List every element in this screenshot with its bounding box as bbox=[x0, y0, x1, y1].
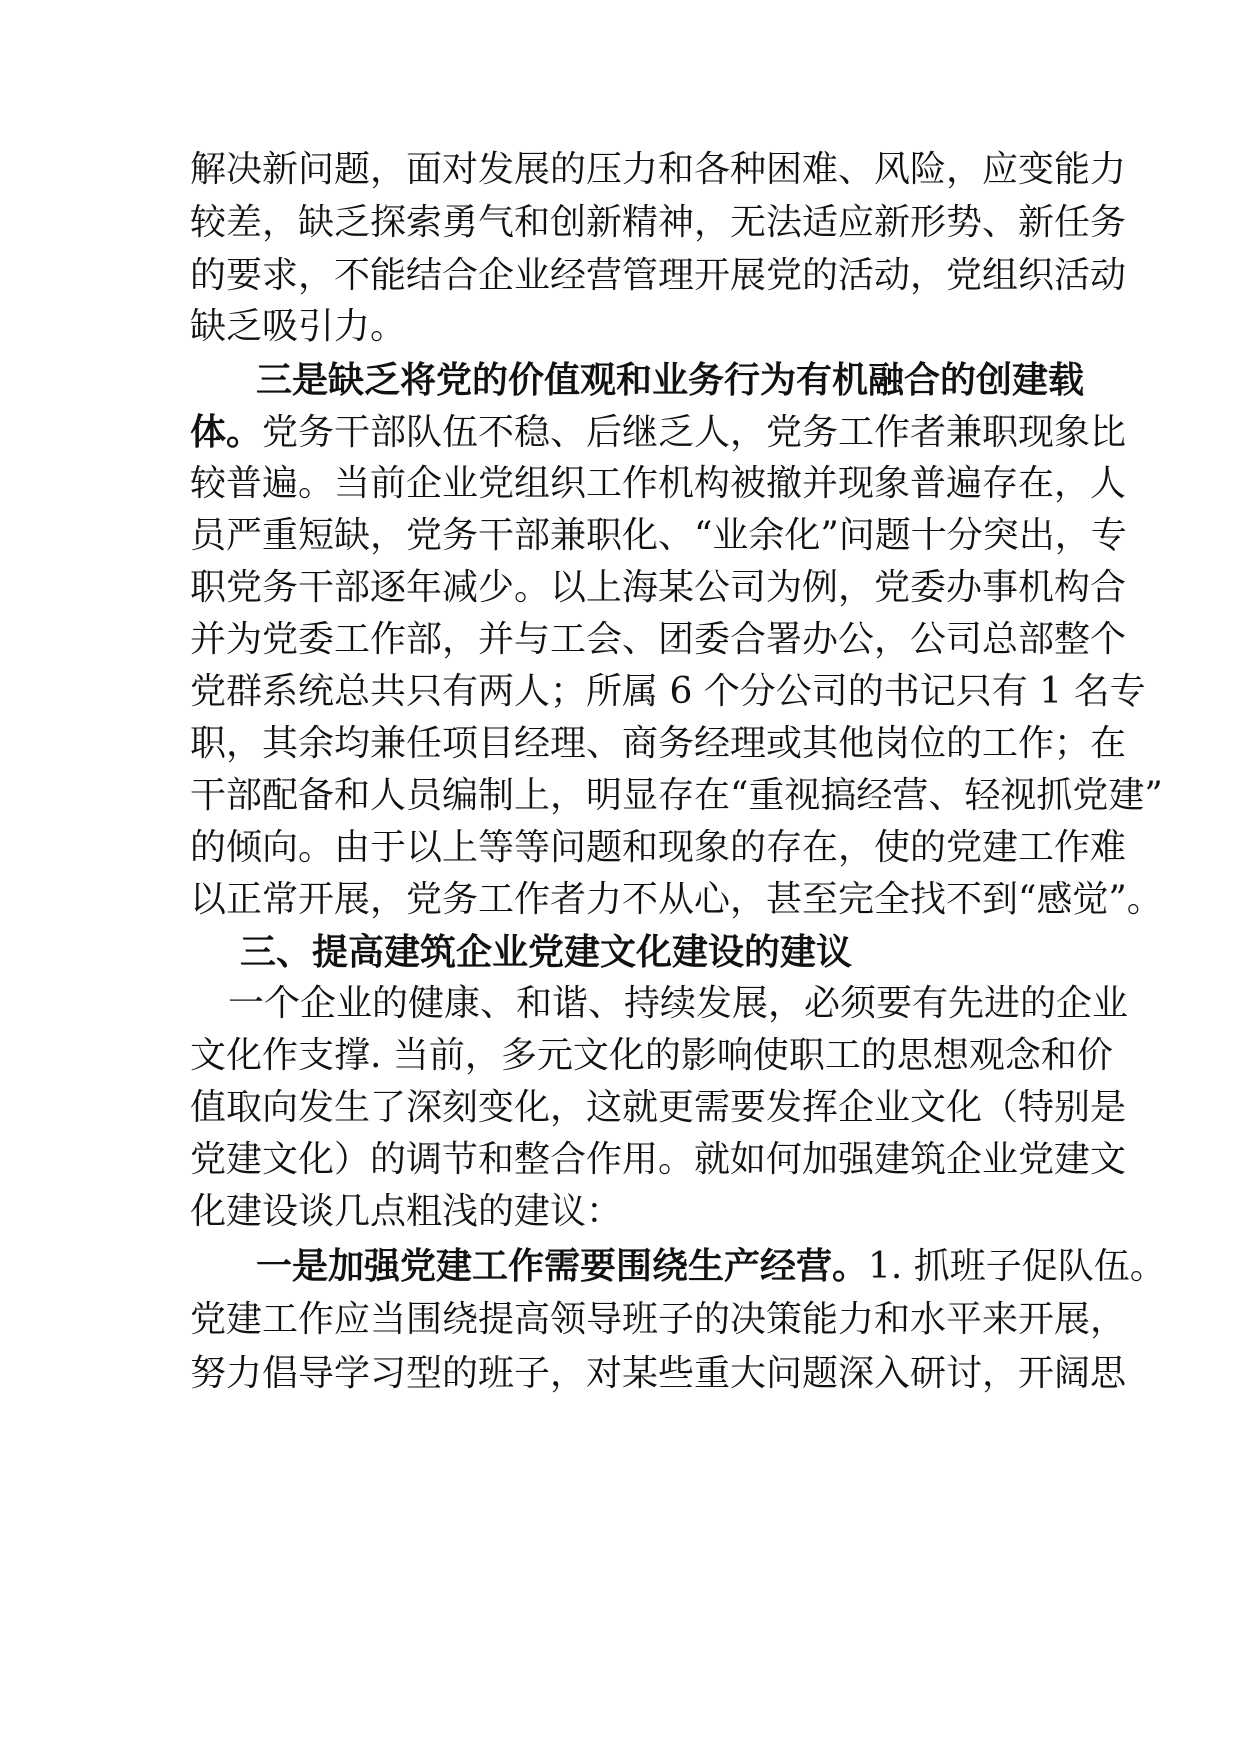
line-text: 党群系统总共只有两人；所属 6 个分公司的书记只有 1 名专 bbox=[190, 671, 1146, 712]
paragraph-line bbox=[190, 670, 1146, 714]
line-text: 职党务干部逐年减少。以上海某公司为例，党委办事机构合 bbox=[190, 567, 1127, 608]
line-text: 努力倡导学习型的班子，对某些重大问题深入研讨，开阔思 bbox=[190, 1353, 1127, 1394]
line-text: 的要求，不能结合企业经营管理开展党的活动，党组织活动 bbox=[190, 255, 1127, 296]
paragraph-line bbox=[228, 982, 1129, 1026]
paragraph-line bbox=[190, 514, 1127, 558]
paragraph-line bbox=[190, 1034, 1113, 1078]
line-text: 较差，缺乏探索勇气和创新精神，无法适应新形势、新任务 bbox=[190, 202, 1127, 243]
paragraph-line bbox=[190, 878, 1163, 922]
line-text: 文化作支撑. 当前，多元文化的影响使职工的思想观念和价 bbox=[190, 1035, 1113, 1076]
paragraph-line bbox=[190, 826, 1127, 870]
paragraph-line bbox=[190, 1352, 1127, 1396]
paragraph-line bbox=[190, 1190, 1050, 1234]
line-text: 较普遍。当前企业党组织工作机构被撤并现象普遍存在，人 bbox=[190, 463, 1127, 504]
paragraph-line bbox=[190, 1298, 1127, 1342]
bold-lead-line bbox=[256, 358, 1085, 402]
line-text: 党建文化）的调节和整合作用。就如何加强建筑企业党建文 bbox=[190, 1139, 1127, 1180]
bold-lead-text: 一是加强党建工作需要围绕生产经营。 bbox=[256, 1245, 869, 1287]
line-text: 干部配备和人员编制上，明显存在“重视搞经营、轻视抓党建” bbox=[190, 775, 1163, 816]
line-text: 的倾向。由于以上等等问题和现象的存在，使的党建工作难 bbox=[190, 827, 1127, 868]
line-text: 1. 抓班子促队伍。 bbox=[868, 1246, 1166, 1287]
paragraph-line bbox=[190, 722, 1127, 766]
line-text: 三是缺乏将党的价值观和业务行为有机融合的创建载 bbox=[256, 359, 1085, 401]
line-text: 化建设谈几点粗浅的建议： bbox=[190, 1191, 623, 1232]
line-text: 一个企业的健康、和谐、持续发展，必须要有先进的企业 bbox=[228, 983, 1129, 1024]
line-text: 并为党委工作部，并与工会、团委合署办公，公司总部整个 bbox=[190, 619, 1127, 660]
section-heading bbox=[240, 930, 853, 974]
line-text: 缺乏吸引力。 bbox=[190, 306, 407, 347]
line-text: 职，其余均兼任项目经理、商务经理或其他岗位的工作；在 bbox=[190, 723, 1127, 764]
paragraph-line bbox=[190, 618, 1127, 662]
bold-lead-text: 体。 bbox=[190, 411, 263, 453]
line-text: 员严重短缺，党务干部兼职化、“业余化”问题十分突出，专 bbox=[190, 515, 1127, 556]
paragraph-line bbox=[190, 410, 1127, 454]
paragraph-line bbox=[190, 774, 1163, 818]
line-text: 值取向发生了深刻变化，这就更需要发挥企业文化（特别是 bbox=[190, 1087, 1127, 1128]
line-text: 以正常开展，党务工作者力不从心，甚至完全找不到“感觉”。 bbox=[190, 879, 1163, 920]
paragraph-line bbox=[190, 148, 1127, 192]
paragraph-line bbox=[190, 1086, 1127, 1130]
paragraph-line bbox=[190, 305, 1050, 349]
paragraph-line bbox=[190, 1138, 1127, 1182]
paragraph-line bbox=[190, 201, 1127, 245]
paragraph-line bbox=[190, 462, 1127, 506]
paragraph-line bbox=[256, 1244, 1166, 1288]
line-text: 解决新问题，面对发展的压力和各种困难、风险，应变能力 bbox=[190, 149, 1127, 190]
line-text: 党建工作应当围绕提高领导班子的决策能力和水平来开展， bbox=[190, 1299, 1127, 1340]
line-text: 党务干部队伍不稳、后继乏人，党务工作者兼职现象比 bbox=[262, 412, 1127, 453]
paragraph-line bbox=[190, 254, 1127, 298]
paragraph-line bbox=[190, 566, 1127, 610]
heading-text: 三、提高建筑企业党建文化建设的建议 bbox=[240, 931, 853, 973]
